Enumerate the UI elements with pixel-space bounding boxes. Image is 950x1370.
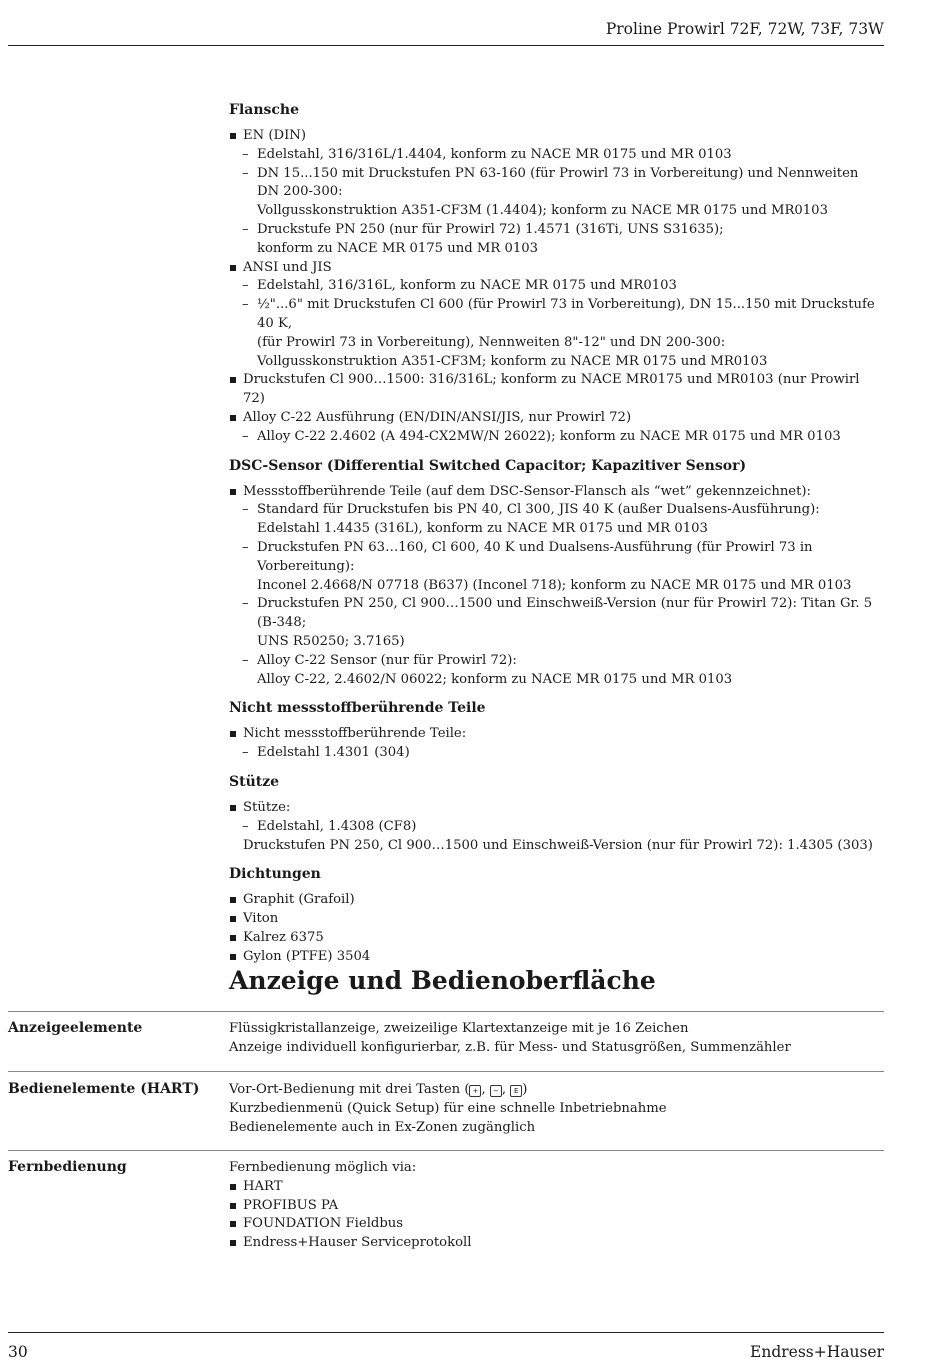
list-item: Druckstufen Cl 900…1500: 316/316L; konform zu NACE MR0175 und MR0103 (nur Prowirl 72) <box>229 371 884 409</box>
fernbedienung-list <box>229 1178 884 1253</box>
plus-key-icon: + <box>469 1085 481 1097</box>
list-item: Messstoffberührende Teile (auf dem DSC-Sensor-Flansch als “wet” gekennzeichnet): <box>229 483 884 502</box>
text-line: ½"...6" mit Druckstufen Cl 600 (für Prowirl 73 in Vorbereitung), DN 15...150 mit Druckstufe 40 K, <box>257 297 875 331</box>
list-subitem <box>229 165 884 221</box>
section-nicht-messstoffberuehrend <box>229 699 884 763</box>
text-line: Anzeige individuell konfigurierbar, z.B. für Mess- und Statusgrößen, Summenzähler <box>229 1039 791 1055</box>
nicht-list <box>229 725 884 763</box>
page-number: 30 <box>8 1343 28 1361</box>
text-line: Bedienelemente auch in Ex-Zonen zugänglich <box>229 1119 536 1135</box>
list-item: Endress+Hauser Serviceprotokoll <box>229 1234 884 1253</box>
table-rule <box>8 1150 884 1151</box>
section-title: Nicht messstoffberührende Teile <box>229 700 486 717</box>
text-line: Inconel 2.4668/N 07718 (B637) (Inconel 718); konform zu NACE MR 0175 und MR 0103 <box>257 577 852 593</box>
text-line: Edelstahl 1.4435 (316L), konform zu NACE MR 0175 und MR 0103 <box>257 521 708 537</box>
section-title: Dichtungen <box>229 866 321 883</box>
header-rule <box>8 45 884 46</box>
section-dsc-sensor <box>229 457 884 690</box>
row-label-anzeigeelemente: Anzeigeelemente <box>8 1020 143 1036</box>
minus-key-icon: − <box>490 1085 502 1097</box>
list-subitem: – Edelstahl, 1.4308 (CF8) <box>229 818 884 837</box>
section-title: DSC-Sensor (Differential Switched Capacitor; Kapazitiver Sensor) <box>229 457 747 474</box>
table-rule <box>8 1071 884 1072</box>
list-item: Stütze: <box>229 799 884 818</box>
text-line: DN 15...150 mit Druckstufen PN 63-160 (für Prowirl 73 in Vorbereitung) und Nennweiten DN 200-300: <box>257 165 859 200</box>
list-subitem: – Edelstahl 1.4301 (304) <box>229 744 884 763</box>
text-line: Druckstufe PN 250 (nur für Prowirl 72) 1.4571 (316Ti, UNS S31635); <box>257 221 724 237</box>
text-line: Flüssigkristallanzeige, zweizeilige Klartextanzeige mit je 16 Zeichen <box>229 1021 689 1036</box>
list-item: EN (DIN) <box>229 127 884 146</box>
text-line: Fernbedienung möglich via: <box>229 1160 417 1175</box>
list-subitem: – Edelstahl, 316/316L, konform zu NACE MR 0175 und MR0103 <box>229 277 884 296</box>
list-subitem <box>229 539 884 595</box>
list-subitem <box>229 296 884 371</box>
text-line: Druckstufen PN 250, Cl 900…1500 und Einschweiß-Version (nur für Prowirl 72): Titan Gr. 5 (B-348; <box>257 596 873 631</box>
list-subitem <box>229 595 884 651</box>
list-subitem <box>229 652 884 690</box>
list-item: Gylon (PTFE) 3504 <box>229 948 884 967</box>
row-body-anzeigeelemente <box>229 1020 884 1058</box>
section-flansche <box>229 101 884 447</box>
list-item: Kalrez 6375 <box>229 929 884 948</box>
row-body-fernbedienung <box>229 1159 884 1253</box>
text-line: Vollgusskonstruktion A351-CF3M; konform zu NACE MR 0175 und MR0103 <box>257 353 768 369</box>
text-line: Vor-Ort-Bedienung mit drei Tasten ( + , − , E ) <box>229 1082 528 1097</box>
row-label-fernbedienung: Fernbedienung <box>8 1159 127 1175</box>
dichtungen-list <box>229 891 884 966</box>
list-continuation: Druckstufen PN 250, Cl 900…1500 und Einschweiß-Version (nur für Prowirl 72): 1.4305 (303) <box>243 837 873 853</box>
list-item: HART <box>229 1178 884 1197</box>
text-line: Alloy C-22 Sensor (nur für Prowirl 72): <box>257 652 517 668</box>
row-body-bedienelemente <box>229 1081 884 1137</box>
text-line: Druckstufen PN 63…160, Cl 600, 40 K und Dualsens-Ausführung (für Prowirl 73 in Vorbereitung): <box>257 539 813 574</box>
section-title: Flansche <box>229 102 299 118</box>
list-subitem: – Alloy C-22 2.4602 (A 494-CX2MW/N 26022); konform zu NACE MR 0175 und MR 0103 <box>229 428 884 447</box>
row-label-bedienelemente: Bedienelemente (HART) <box>8 1081 200 1097</box>
text-fragment: ) <box>522 1082 528 1097</box>
list-item: Nicht messstoffberührende Teile: <box>229 725 884 744</box>
list-item: Alloy C-22 Ausführung (EN/DIN/ANSI/JIS, nur Prowirl 72) <box>229 409 884 428</box>
dsc-list <box>229 483 884 690</box>
text-fragment: Vor-Ort-Bedienung mit drei Tasten ( <box>229 1082 470 1097</box>
flansche-list <box>229 127 884 447</box>
stuetze-list <box>229 799 884 855</box>
list-item: PROFIBUS PA <box>229 1197 884 1216</box>
chapter-title: Anzeige und Bedienoberfläche <box>229 966 656 995</box>
list-subitem: – Edelstahl, 316/316L/1.4404, konform zu NACE MR 0175 und MR 0103 <box>229 146 884 165</box>
section-dichtungen <box>229 865 884 966</box>
list-item: Viton <box>229 910 884 929</box>
text-line: konform zu NACE MR 0175 und MR 0103 <box>257 240 539 256</box>
list-subitem <box>229 221 884 259</box>
materials-content <box>229 101 884 976</box>
header-title: Proline Prowirl 72F, 72W, 73F, 73W <box>605 20 884 38</box>
section-title: Stütze <box>229 773 280 790</box>
text-line: UNS R50250; 3.7165) <box>257 633 405 649</box>
text-line: Vollgusskonstruktion A351-CF3M (1.4404); konform zu NACE MR 0175 und MR0103 <box>257 203 828 219</box>
text-line: Alloy C-22, 2.4602/N 06022; konform zu NACE MR 0175 und MR 0103 <box>257 671 733 687</box>
list-item: FOUNDATION Fieldbus <box>229 1215 884 1234</box>
footer-brand: Endress+Hauser <box>750 1343 884 1361</box>
list-subitem <box>229 501 884 539</box>
section-stuetze <box>229 773 884 855</box>
text-line: Standard für Druckstufen bis PN 40, Cl 300, JIS 40 K (außer Dualsens-Ausführung): <box>257 502 820 518</box>
footer-rule <box>8 1332 884 1333</box>
list-item: ANSI und JIS <box>229 259 884 278</box>
text-line: Kurzbedienmenü (Quick Setup) für eine schnelle Inbetriebnahme <box>229 1100 667 1116</box>
enter-key-icon: E <box>510 1085 522 1097</box>
text-line: (für Prowirl 73 in Vorbereitung), Nennweiten 8"-12" und DN 200-300: <box>257 334 726 350</box>
list-item: Graphit (Grafoil) <box>229 891 884 910</box>
table-rule <box>8 1011 884 1012</box>
